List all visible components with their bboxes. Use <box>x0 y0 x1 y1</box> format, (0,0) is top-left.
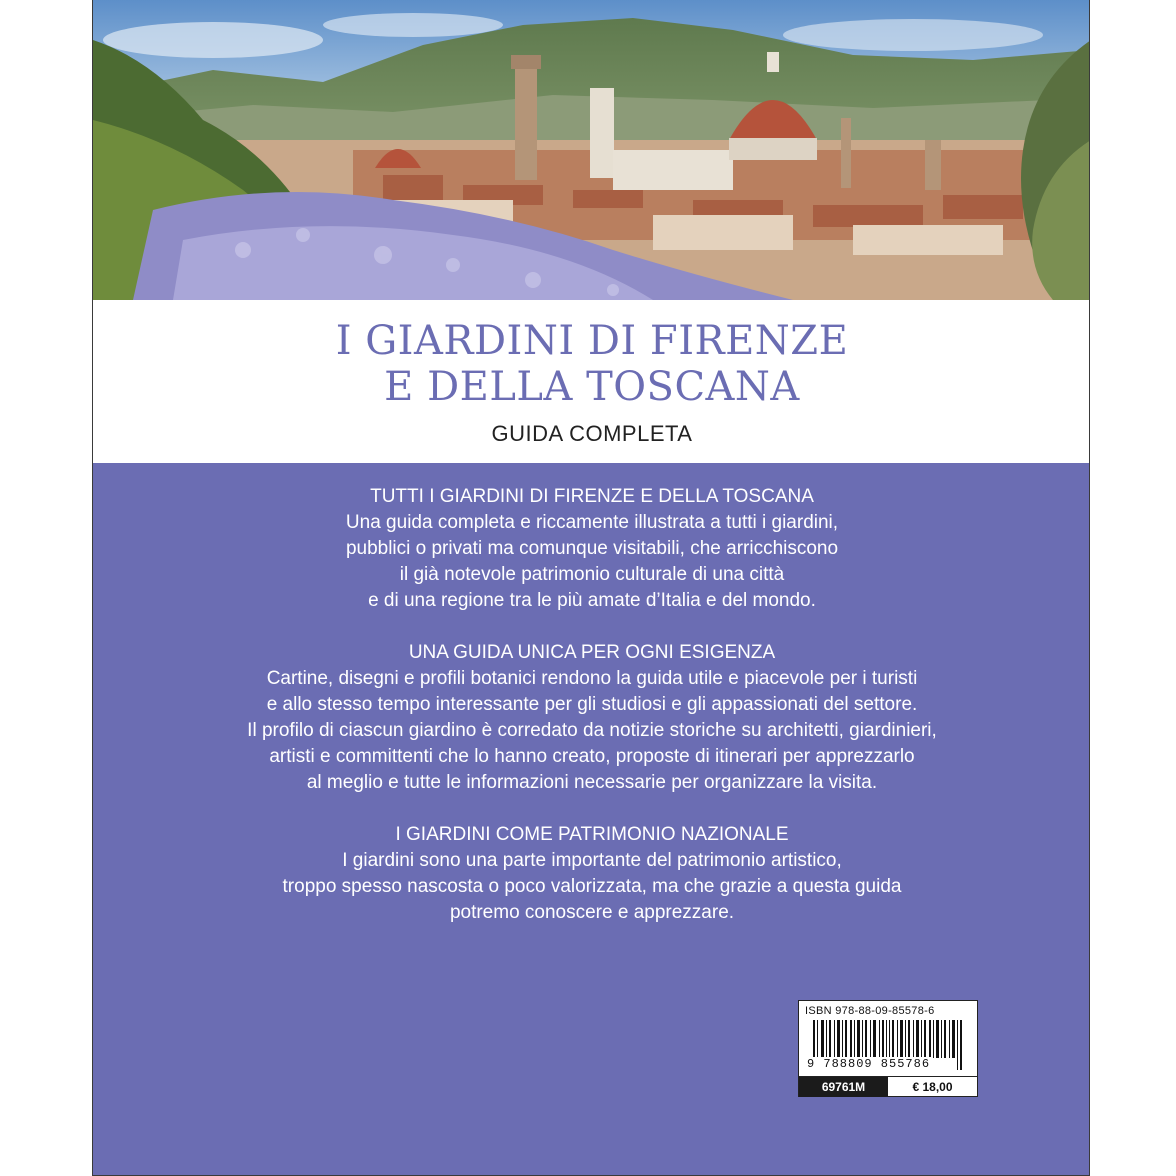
section-line: e allo stesso tempo interessante per gli studiosi e gli appassionati del settore. <box>266 694 918 715</box>
section-line: pubblici o privati ma comunque visitabili, che arricchiscono <box>345 538 839 559</box>
section-line: Cartine, disegni e profili botanici rendono la guida utile e piacevole per i turisti <box>266 668 918 689</box>
title-band <box>93 300 1090 463</box>
book-back-cover <box>92 0 1090 1176</box>
section-line: al meglio e tutte le informazioni necessarie per organizzare la visita. <box>306 772 878 793</box>
isbn-label: ISBN 978-88-09-85578-6 <box>805 1005 935 1017</box>
price-label: € 18,00 <box>912 1080 953 1094</box>
section-line: I giardini sono una parte importante del patrimonio artistico, <box>342 850 842 871</box>
section-heading: I GIARDINI COME PATRIMONIO NAZIONALE <box>395 824 789 845</box>
barcode-digits: 9 788809 855786 <box>807 1057 931 1071</box>
section-line: troppo spesso nascosta o poco valorizzata, ma che grazie a questa guida <box>282 876 902 897</box>
section-line: potremo conoscere e apprezzare. <box>449 902 735 923</box>
section-heading: UNA GUIDA UNICA PER OGNI ESIGENZA <box>408 642 776 663</box>
price-row <box>799 1076 977 1097</box>
section-unique-guide <box>93 640 1090 796</box>
description-text <box>93 484 1090 952</box>
section-all-gardens <box>93 484 1090 614</box>
section-line: il già notevole patrimonio culturale di una città <box>399 564 785 585</box>
book-subtitle: GUIDA COMPLETA <box>491 421 693 446</box>
section-line: artisti e committenti che lo hanno creato, proposte di itinerari per apprezzarlo <box>269 746 915 767</box>
product-code: 69761M <box>799 1077 888 1097</box>
cover-photo-florence-skyline <box>93 0 1090 300</box>
section-line: Il profilo di ciascun giardino è corredato da notizie storiche su architetti, giardinieri, <box>247 720 937 741</box>
section-heading: TUTTI I GIARDINI DI FIRENZE E DELLA TOSCANA <box>370 486 814 507</box>
book-title-line-1: I GIARDINI DI FIRENZE <box>335 318 849 364</box>
isbn-barcode-box <box>798 1000 978 1097</box>
book-title-line-2: E DELLA TOSCANA <box>384 364 800 410</box>
section-line: e di una regione tra le più amate d’Italia e del mondo. <box>368 590 816 611</box>
section-national-heritage <box>93 822 1090 926</box>
section-line: Una guida completa e riccamente illustrata a tutti i giardini, <box>345 512 839 533</box>
